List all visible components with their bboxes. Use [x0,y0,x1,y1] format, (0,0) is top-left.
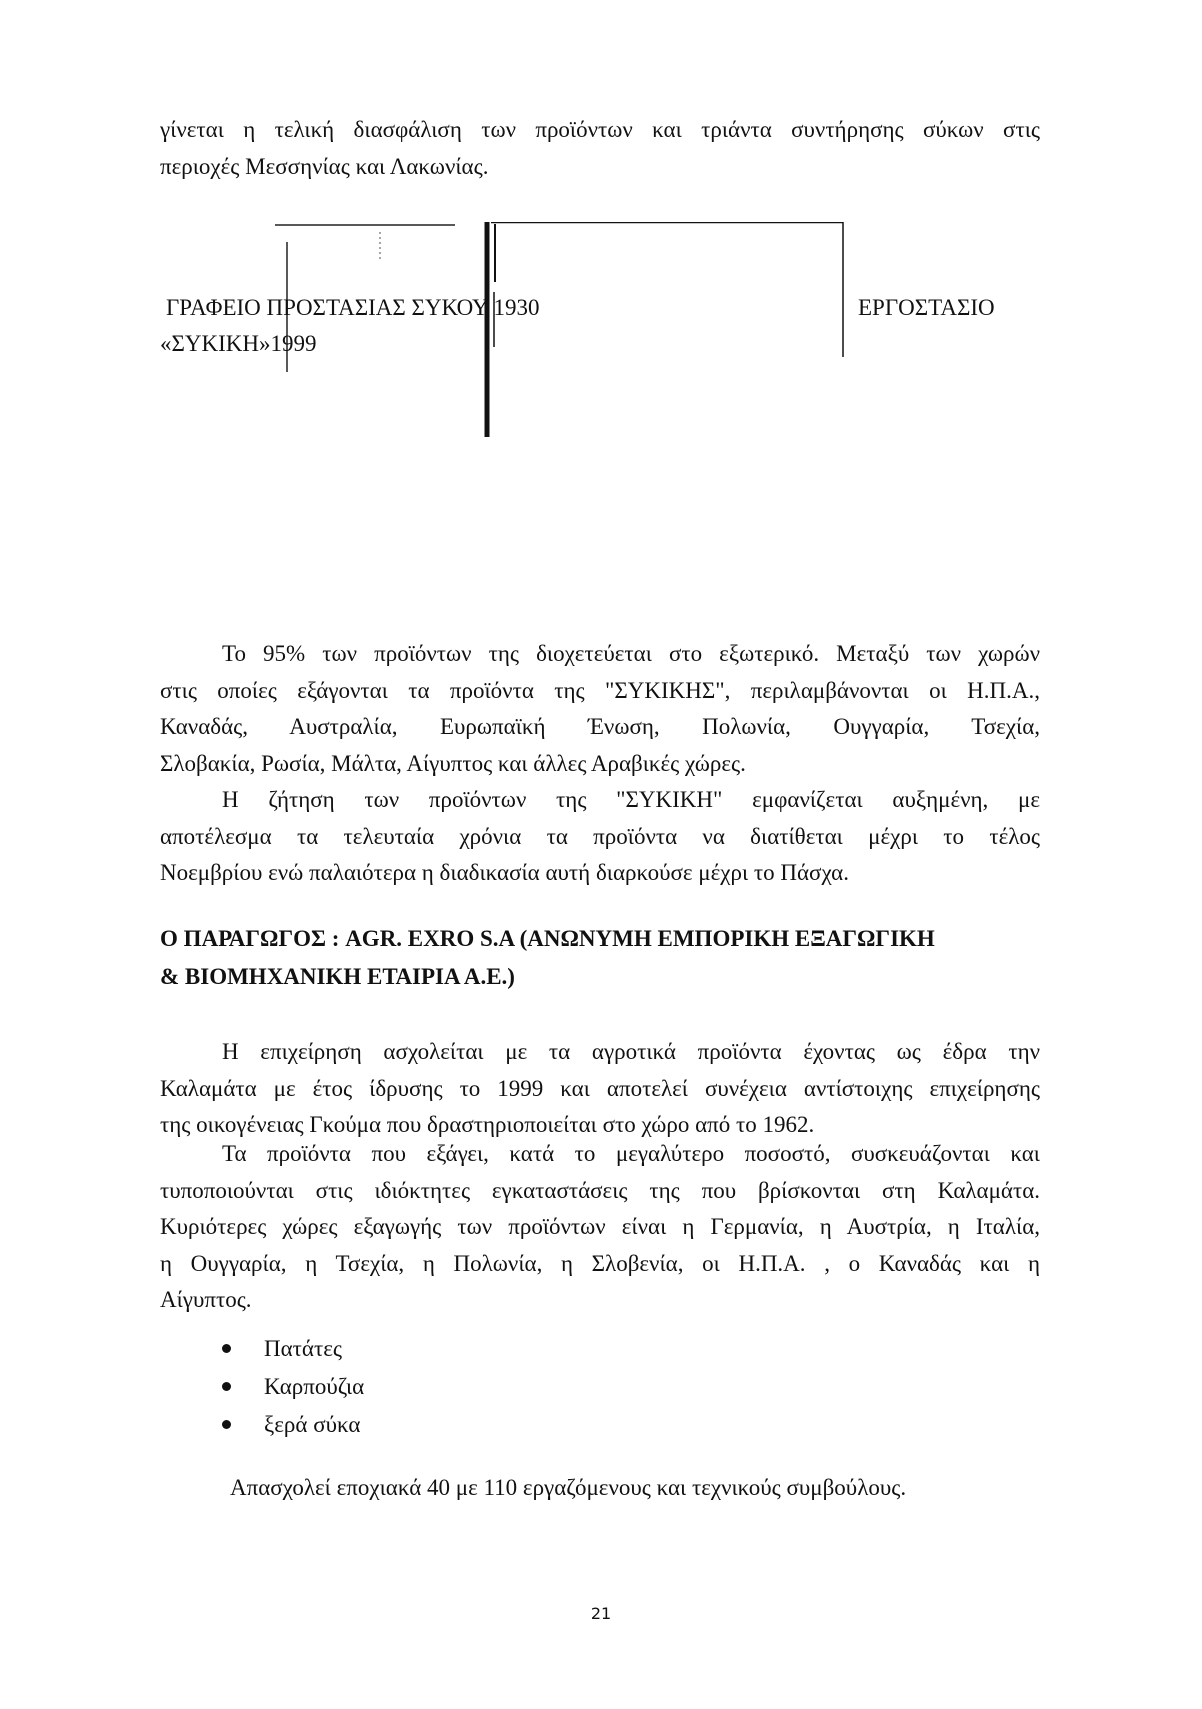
text-line: γίνεται η τελική διασφάλιση των προϊόντων και τριάντα συντήρησης σύκων στις [160,117,1040,142]
left-photo-caption: ΓΡΑΦΕΙΟ ΠΡΟΣΤΑΣΙΑΣ ΣΥΚΟΥ 1930 [166,295,540,320]
bullet-icon [222,1420,231,1429]
heading-line: Ο ΠΑΡΑΓΩΓΟΣ : AGR. EXRO S.A (ΑΝΩΝΥΜΗ ΕΜΠΟΡΙΚΗ ΕΞΑΓΩΓΙΚΗ [160,926,935,951]
text-line: Κυριότερες χώρες εξαγωγής των προϊόντων είναι η Γερμανία, η Αυστρία, η Ιταλία, [160,1214,1040,1239]
list-item [222,1368,364,1406]
list-item-label: Πατάτες [264,1336,342,1361]
text-line: Η επιχείρηση ασχολείται με τα αγροτικά προϊόντα έχοντας ως έδρα την [222,1039,1040,1064]
photo-area [275,222,925,437]
left-photo-caption-2: «ΣΥΚΙΚΗ»1999 [160,331,317,356]
text-line: τυποποιούνται στις ιδιόκτητες εγκαταστάσεις της που βρίσκονται στη Καλαμάτα. [160,1177,1040,1203]
text-line: της οικογένειας Γκούμα που δραστηριοποιείται στο χώρο από το 1962. [160,1112,815,1137]
right-photo-caption: ΕΡΓΟΣΤΑΣΙΟ [858,295,995,320]
text-line: στις οποίες εξάγονται τα προϊόντα της "ΣΥΚΙΚΗΣ", περιλαμβάνονται οι Η.Π.Α., [160,677,1040,703]
text-line: Σλοβακία, Ρωσία, Μάλτα, Αίγυπτος και άλλες Αραβικές χώρες. [160,750,746,776]
producer-heading [160,920,1040,996]
list-item-label: ξερά σύκα [264,1412,361,1437]
products-list [222,1330,364,1444]
right-photo-frame [487,222,843,437]
products-paragraph [160,1136,1040,1319]
exports-paragraph [160,636,1040,782]
text-line: Η ζήτηση των προϊόντων της "ΣΥΚΙΚΗ" εμφανίζεται αυξημένη, με [222,787,1040,812]
text-line: Νοεμβρίου ενώ παλαιότερα η διαδικασία αυτή διαρκούσε μέχρι το Πάσχα. [160,860,849,885]
bullet-icon [222,1344,231,1353]
page-number: 21 [590,1604,612,1623]
bullet-icon [222,1382,231,1391]
intro-paragraph [160,112,1040,185]
heading-line: & ΒΙΟΜΗΧΑΝΙΚΗ ΕΤΑΙΡΙΑ Α.Ε.) [160,964,515,989]
text-line: η Ουγγαρία, η Τσεχία, η Πολωνία, η Σλοβενία, οι Η.Π.Α. , ο Καναδάς και η [160,1250,1040,1276]
list-item-label: Καρπούζια [264,1374,365,1399]
employment-note: Απασχολεί εποχιακά 40 με 110 εργαζόμενους και τεχνικούς συμβούλους. [230,1475,907,1500]
list-item [222,1406,364,1444]
text-line: Τα προϊόντα που εξάγει, κατά το μεγαλύτερο ποσοστό, συσκευάζονται και [222,1141,1040,1166]
demand-paragraph [160,782,1040,892]
text-line: Καναδάς, Αυστραλία, Ευρωπαϊκή Ένωση, Πολωνία, Ουγγαρία, Τσεχία, [160,714,1040,739]
text-line: περιοχές Μεσσηνίας και Λακωνίας. [160,153,489,179]
text-line: Αίγυπτος. [160,1287,252,1312]
text-line: αποτέλεσμα τα τελευταία χρόνια τα προϊόντα να διατίθεται μέχρι το τέλος [160,823,1040,849]
text-line: Το 95% των προϊόντων της διοχετεύεται στο εξωτερικό. Μεταξύ των χωρών [222,641,1040,666]
text-line: Καλαμάτα με έτος ίδρυσης το 1999 και αποτελεί συνέχεια αντίστοιχης επιχείρησης [160,1075,1040,1101]
company-paragraph [160,1034,1040,1144]
list-item [222,1330,364,1368]
